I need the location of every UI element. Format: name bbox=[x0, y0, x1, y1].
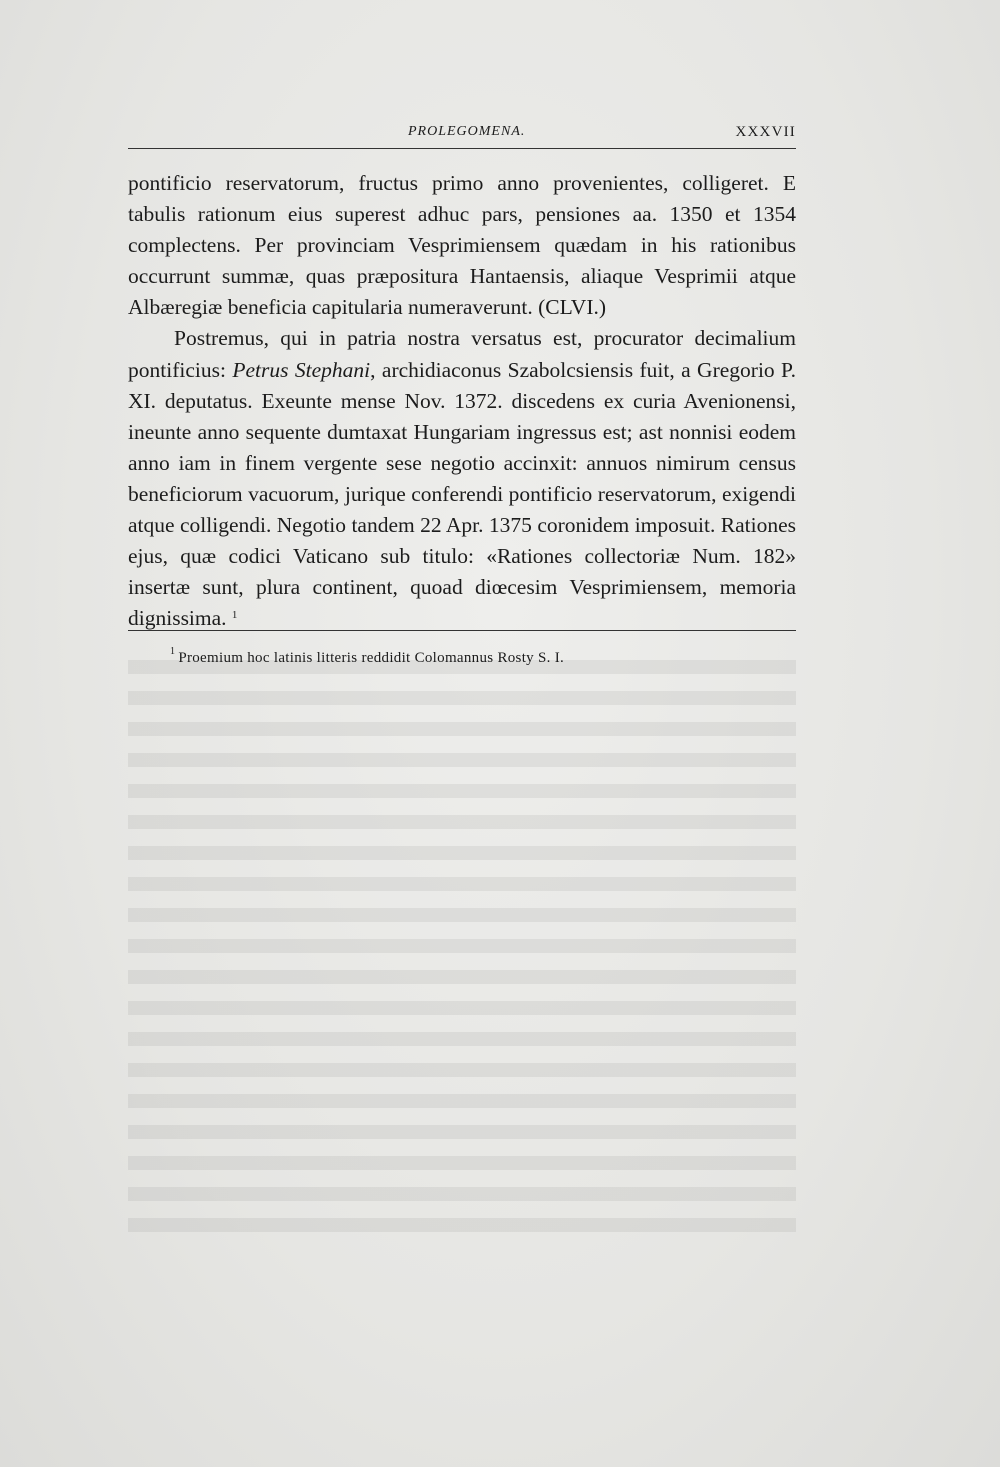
show-through-texture bbox=[128, 660, 796, 1240]
paragraph-1: pontificio reservatorum, fructus primo anno provenientes, colligeret. E tabulis rationum eius superest adhuc pars, pensiones aa. 1350 et 1354 complectens. Per provinciam Vesprimiensem quædam in his rationibus occurrunt summæ, quas præpositura Hantaensis, aliaque Vesprimii atque Albæregiæ beneficia capitularia numeraverunt. (CLVI.) bbox=[128, 171, 796, 320]
footnote-mark: 1 bbox=[170, 646, 176, 657]
running-header bbox=[128, 122, 796, 149]
paragraph-2-rest: , archidiaconus Szabolcsiensis fuit, a Gregorio P. XI. deputatus. Exeunte mense Nov. 1372. discedens ex curia Avenionensi, ineunte anno sequente dumtaxat Hungariam ingressus est; ast nonnisi eodem anno iam in finem vergente sese negotio accinxit: annuos nimirum census beneficiorum vacuorum, jurique conferendi pontificio reservatorum, exigendi atque colligendi. Negotio tandem 22 Apr. 1375 coronidem imposuit. Rationes ejus, quæ codici Vaticano sub titulo: «Rationes collectoriæ Num. 182» insertæ sunt, plura continent, quoad diœcesim Vesprimiensem, memoria dignissima. bbox=[128, 357, 797, 631]
page-number: XXXVII bbox=[735, 124, 796, 140]
person-name: Petrus Stephani bbox=[232, 357, 371, 382]
footnote-reference: 1 bbox=[231, 609, 238, 622]
running-title: PROLEGOMENA. bbox=[408, 124, 526, 139]
paragraph-2 bbox=[128, 323, 796, 634]
footnote-text: Proemium hoc latinis litteris reddidit Colomannus Rosty S. I. bbox=[178, 650, 565, 666]
main-text bbox=[128, 168, 796, 634]
paragraph-2-start: Postremus, qui in patria nostra versatus est, procurator decimalium pontificius: bbox=[128, 326, 796, 382]
footnote-divider bbox=[128, 630, 796, 631]
